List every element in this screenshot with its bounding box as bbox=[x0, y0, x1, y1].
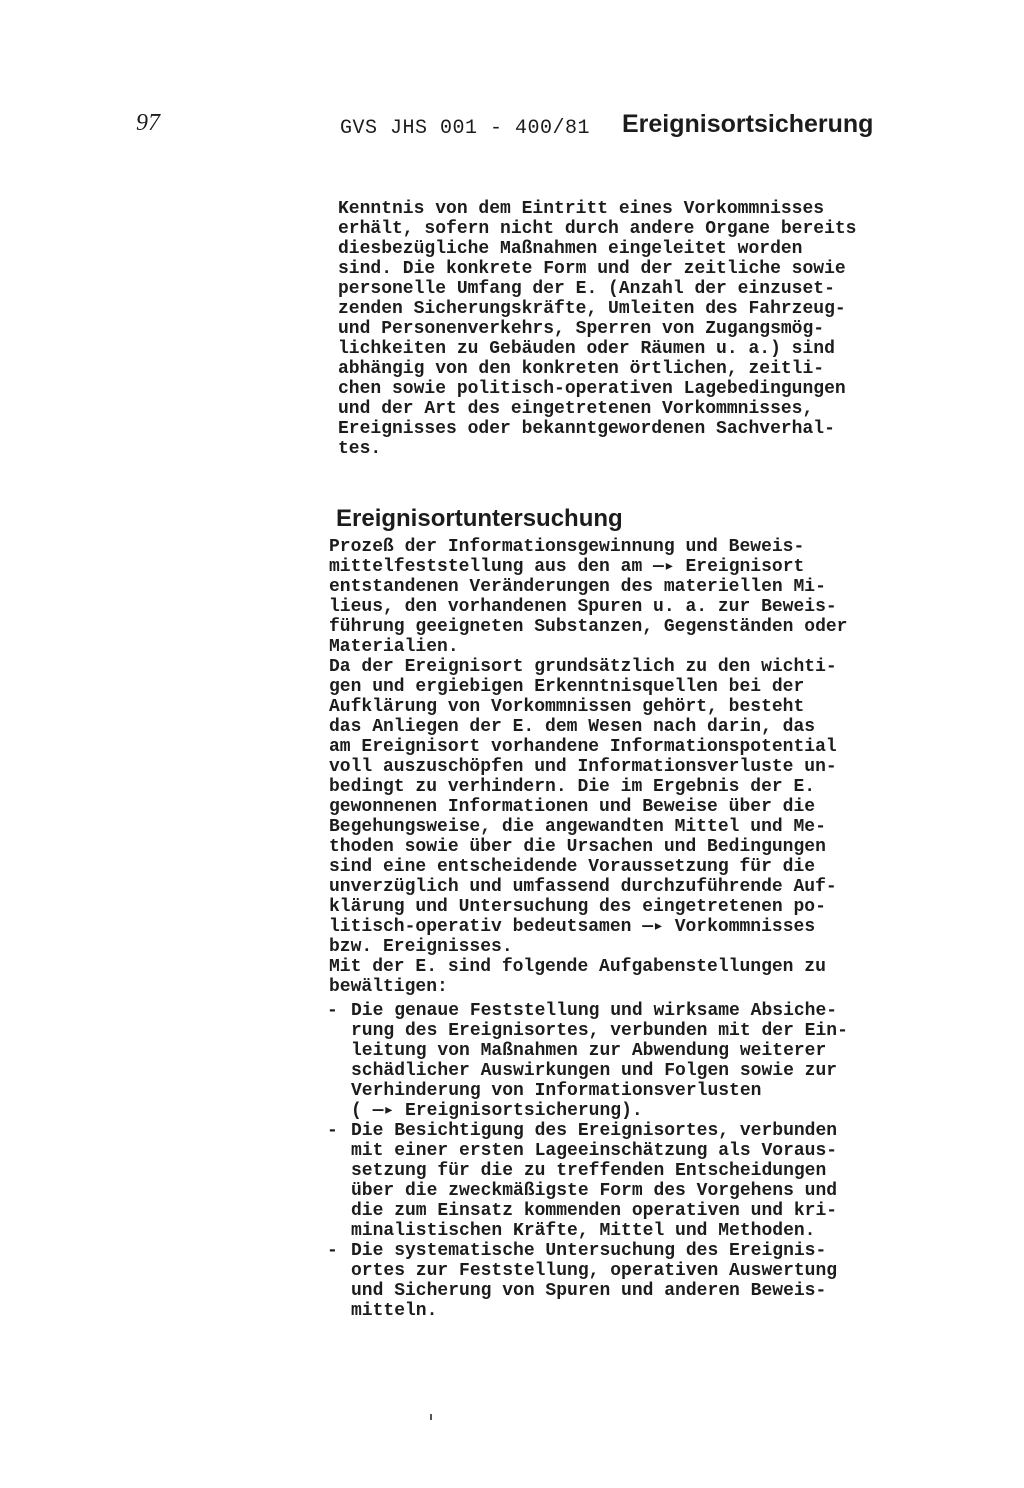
bullet-dash: - bbox=[327, 1001, 338, 1021]
list-item bbox=[327, 1001, 848, 1121]
list-item bbox=[327, 1121, 848, 1241]
task-list bbox=[327, 1001, 848, 1321]
list-item-text: Die genaue Feststellung und wirksame Absiche- rung des Ereignisortes, verbunden mit der Ein- leitung von Maßnahmen zur Abwendung weiterer schädlicher Auswirkungen und Folgen sowie zur Verhinderung von Informationsverlusten ( —▸ Ereignisortsicherung). bbox=[351, 1001, 848, 1121]
section-body: Prozeß der Informationsgewinnung und Beweis- mittelfeststellung aus den am —▸ Ereignisort entstandenen Veränderungen des materiellen Mi- lieus, den vorhandenen Spuren u. a. zur Beweis- führung geeigneten Substanzen, Gegenständen oder Materialien. Da der Ereignisort grundsätzlich zu den wichti- gen und ergiebigen Erkenntnisquellen bei der Aufklärung von Vorkommnissen gehört, besteht das Anliegen der E. dem Wesen nach darin, das am Ereignisort vorhandene Informationspotential voll auszuschöpfen und Informationsverluste un- bedingt zu verhindern. Die im Ergebnis der E. gewonnenen Informationen und Beweise über die Begehungsweise, die angewandten Mittel und Me- thoden sowie über die Ursachen und Bedingungen sind eine entscheidende Voraussetzung für die unverzüglich und umfassend durchzuführende Auf- klärung und Untersuchung des eingetretenen po- litisch-operativ bedeutsamen —▸ Vorkommnisses bzw. Ereignisses. Mit der E. sind folgende Aufgabenstellungen zu bewältigen: bbox=[329, 537, 848, 997]
document-code: GVS JHS 001 - 400/81 bbox=[340, 117, 591, 140]
continuation-paragraph: Kenntnis von dem Eintritt eines Vorkommnisses erhält, sofern nicht durch andere Organe bereits diesbezügliche Maßnahmen eingeleitet worden sind. Die konkrete Form und der zeitliche sowie personelle Umfang der E. (Anzahl der einzuset- zenden Sicherungskräfte, Umleiten des Fahrzeug- und Personenverkehrs, Sperren von Zugangsmög- lichkeiten zu Gebäuden oder Räumen u. a.) sind abhängig von den konkreten örtlichen, zeitli- chen sowie politisch-operativen Lagebedingungen und der Art des eingetretenen Vorkommnisses, Ereignisses oder bekanntgewordenen Sachverhal- tes. bbox=[338, 199, 857, 459]
running-title: Ereignisortsicherung bbox=[622, 110, 874, 138]
list-item-text: Die Besichtigung des Ereignisortes, verbunden mit einer ersten Lageeinschätzung als Voraus- setzung für die zu treffenden Entscheidungen über die zweckmäßigste Form des Vorgehens und die zum Einsatz kommenden operativen und kri- minalistischen Kräfte, Mittel und Methoden. bbox=[351, 1121, 838, 1241]
list-item bbox=[327, 1241, 848, 1321]
scan-mark bbox=[430, 1414, 432, 1420]
bullet-dash: - bbox=[327, 1121, 338, 1141]
list-item-text: Die systematische Untersuchung des Ereignis- ortes zur Feststellung, operativen Auswertung und Sicherung von Spuren und anderen Beweis- mitteln. bbox=[351, 1241, 838, 1321]
section-heading: Ereignisortuntersuchung bbox=[336, 505, 623, 532]
bullet-dash: - bbox=[327, 1241, 338, 1261]
page-number: 97 bbox=[136, 110, 160, 136]
